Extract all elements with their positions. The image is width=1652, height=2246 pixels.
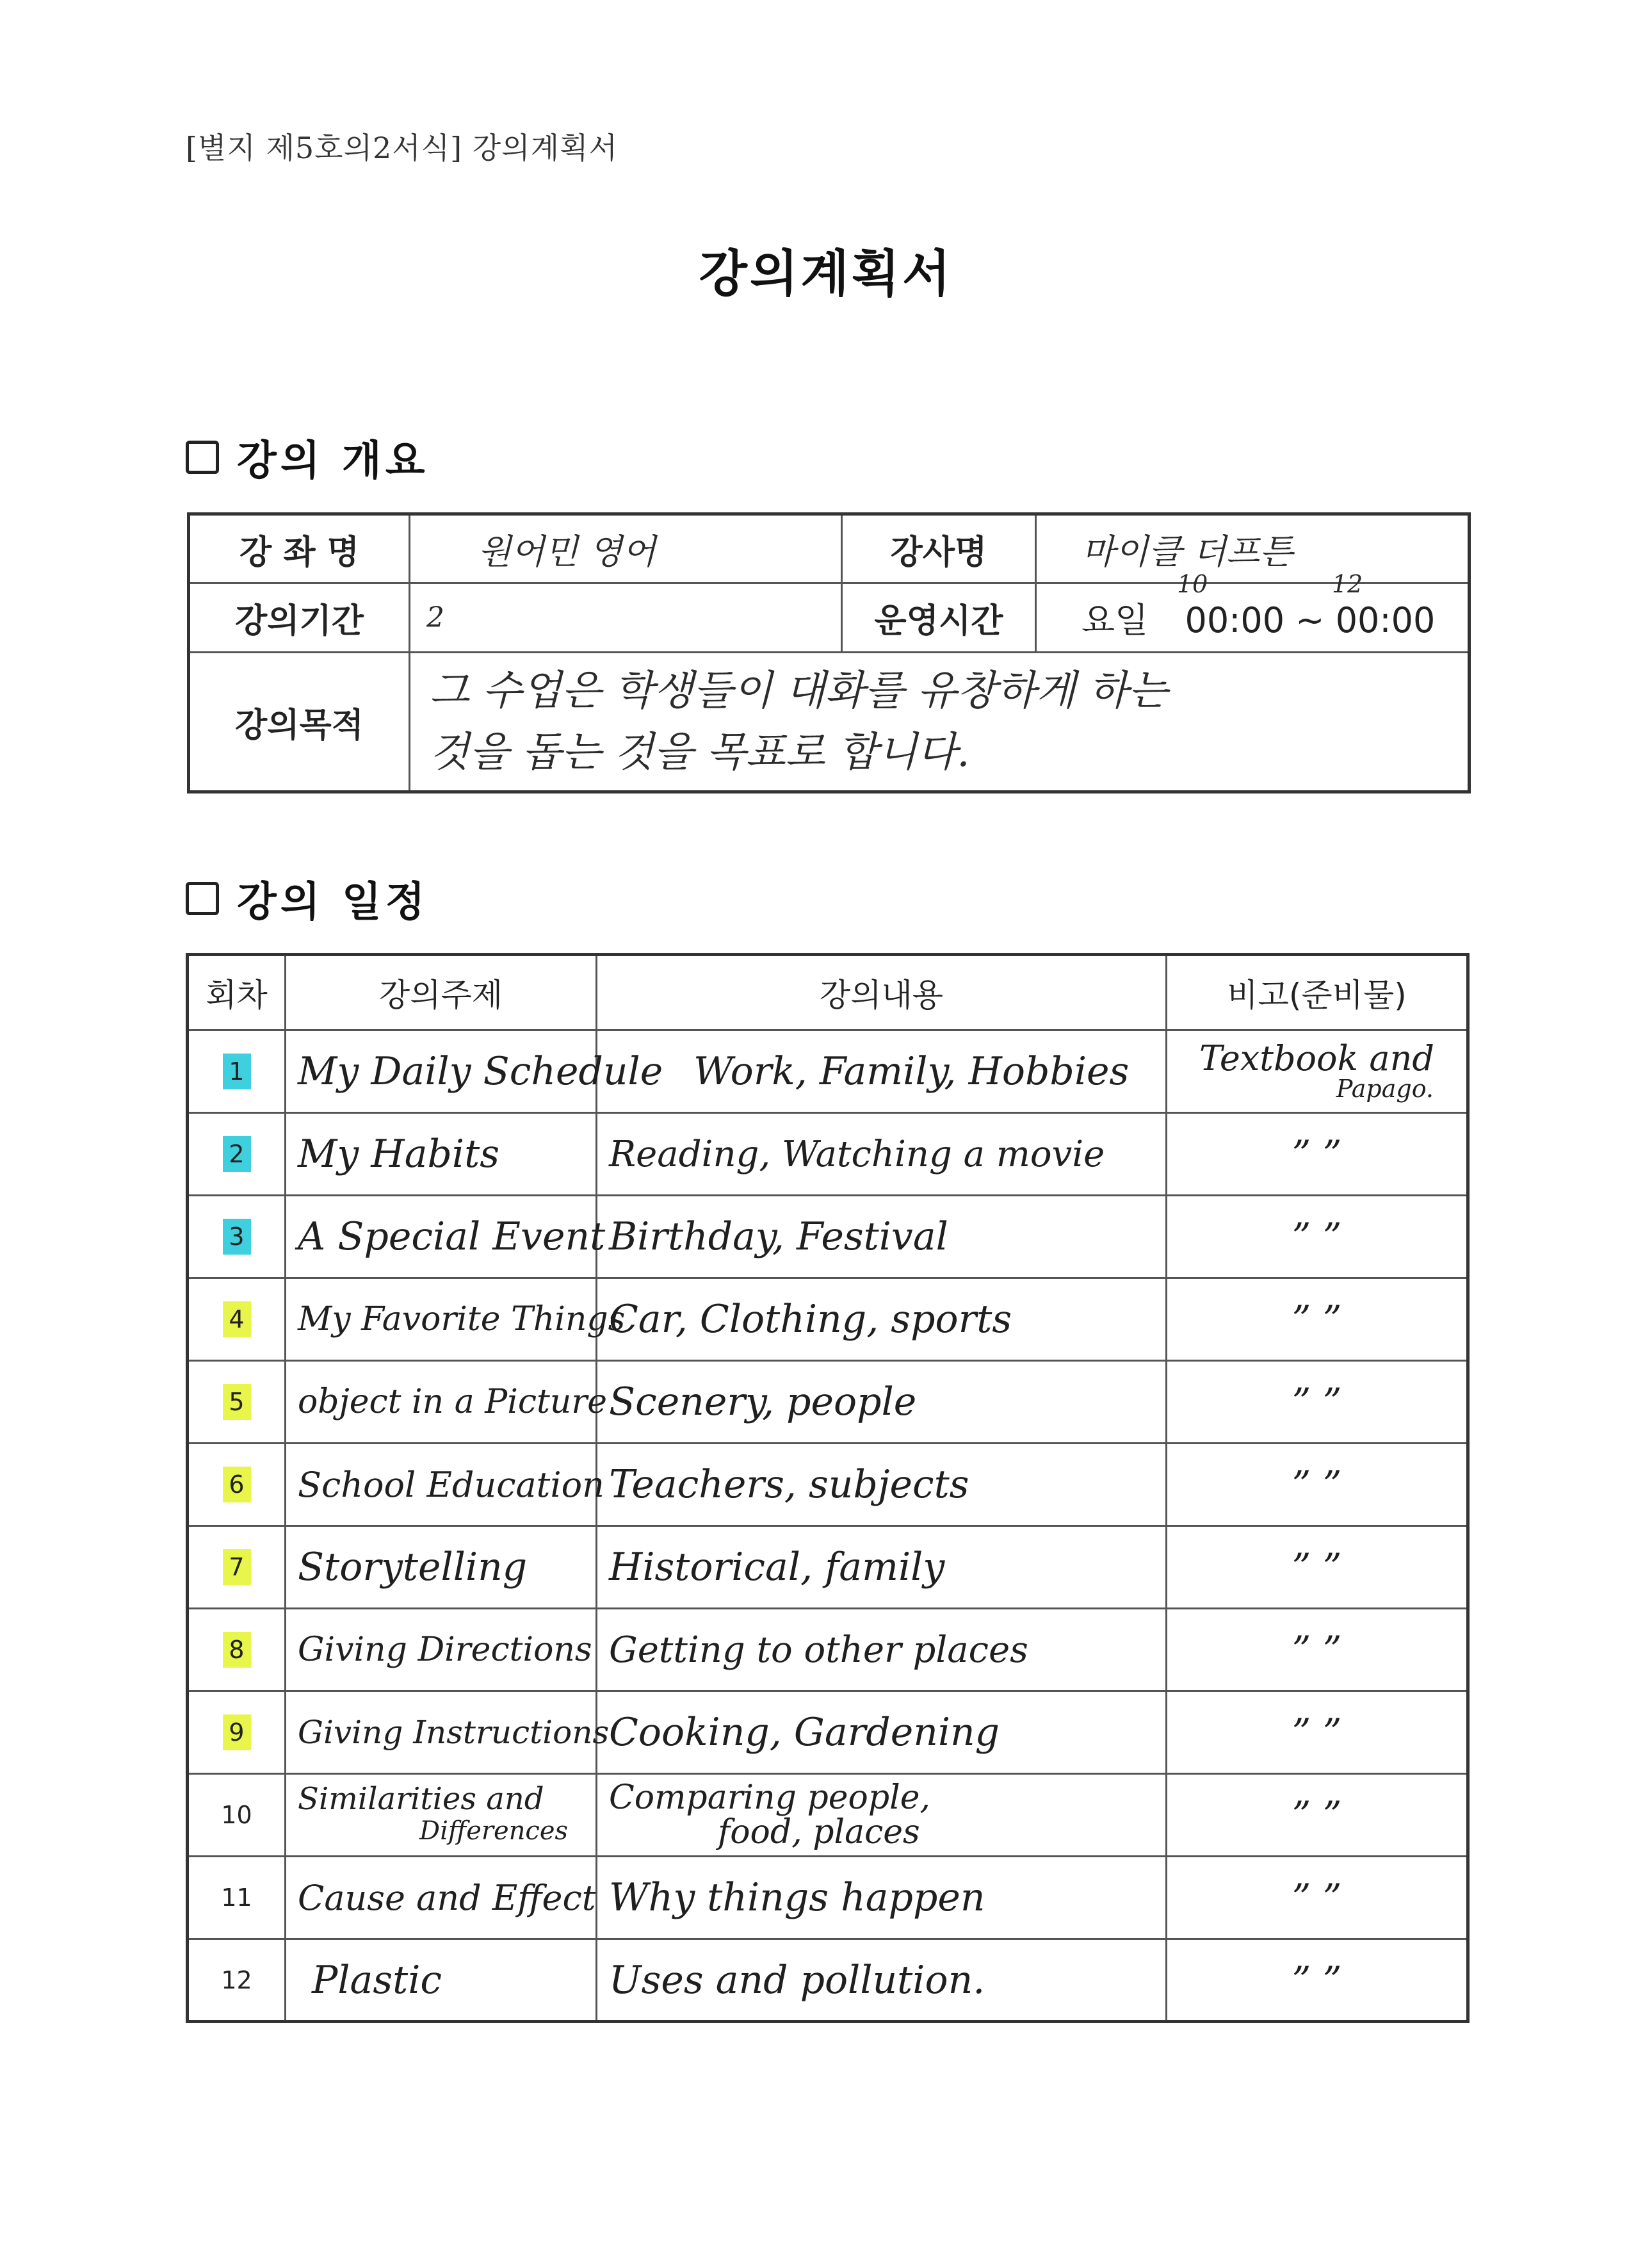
topic-cell: Giving Instructions	[286, 1691, 597, 1774]
topic-cell: My Habits	[286, 1113, 597, 1196]
session-number: 10	[188, 1774, 286, 1857]
content-cell	[597, 1774, 1167, 1857]
topic-cell: Storytelling	[286, 1526, 597, 1609]
content-cell: Scenery, people	[597, 1361, 1167, 1444]
content-line-2: food, places	[718, 1813, 920, 1851]
table-row	[188, 1609, 1468, 1691]
topic-cell: Cause and Effect	[286, 1857, 597, 1939]
note-cell: ” ”	[1167, 1609, 1468, 1691]
content-cell: Teachers, subjects	[597, 1444, 1167, 1526]
col-topic-header: 강의주제	[286, 955, 597, 1030]
instructor-value: 마이클 더프튼	[1036, 514, 1470, 583]
content-cell: Reading, Watching a movie	[597, 1113, 1167, 1196]
note-cell: ” ”	[1167, 1774, 1468, 1857]
session-number: 4	[188, 1278, 286, 1361]
note-cell: ” ”	[1167, 1113, 1468, 1196]
topic-cell: My Daily Schedule	[286, 1030, 597, 1113]
topic-cell: Giving Directions	[286, 1609, 597, 1691]
note-cell: ” ”	[1167, 1526, 1468, 1609]
period-value: 2	[410, 583, 842, 653]
hours-value: 00:00 ~ 00:00	[1185, 600, 1436, 640]
goal-value	[410, 653, 1470, 792]
session-number: 5	[188, 1361, 286, 1444]
form-reference: [별지 제5호의2서식] 강의계획서	[186, 131, 618, 165]
table-row	[188, 1526, 1468, 1609]
session-number: 7	[188, 1526, 286, 1609]
note-cell: ” ”	[1167, 1857, 1468, 1939]
checkbox-icon	[186, 441, 219, 474]
topic-line-2: Differences	[419, 1816, 569, 1846]
session-number: 9	[188, 1691, 286, 1774]
hours-end-note: 12	[1332, 570, 1363, 598]
note-cell: ” ”	[1167, 1444, 1468, 1526]
content-cell: Getting to other places	[597, 1609, 1167, 1691]
goal-line-1: 그 수업은 학생들이 대화를 유창하게 하는	[430, 667, 1168, 715]
schedule-section-label: 강의 일정	[237, 879, 429, 926]
content-cell: Car, Clothing, sports	[597, 1278, 1167, 1361]
hours-prefix: 요일	[1081, 600, 1149, 640]
content-cell: Birthday, Festival	[597, 1196, 1167, 1278]
table-row	[188, 1774, 1468, 1857]
session-number: 12	[188, 1939, 286, 2022]
schedule-section-heading	[186, 869, 429, 928]
course-name-label: 강 좌 명	[189, 514, 410, 583]
table-row	[188, 1196, 1468, 1278]
topic-cell: School Education	[286, 1444, 597, 1526]
note-cell: ” ”	[1167, 1691, 1468, 1774]
session-number: 2	[188, 1113, 286, 1196]
instructor-label: 강사명	[842, 514, 1036, 583]
schedule-table	[186, 953, 1470, 2023]
session-number: 11	[188, 1857, 286, 1939]
topic-cell: A Special Event	[286, 1196, 597, 1278]
checkbox-icon	[186, 882, 219, 915]
course-name-value: 원어민 영어	[410, 514, 842, 583]
table-row	[188, 1113, 1468, 1196]
goal-label: 강의목적	[189, 653, 410, 792]
table-row	[188, 1030, 1468, 1113]
content-cell: Work, Family, Hobbies	[597, 1030, 1167, 1113]
table-row	[188, 1361, 1468, 1444]
content-cell: Cooking, Gardening	[597, 1691, 1167, 1774]
hours-cell	[1036, 583, 1470, 653]
col-session-header: 회차	[188, 955, 286, 1030]
col-note-header: 비고(준비물)	[1167, 955, 1468, 1030]
hours-label: 운영시간	[842, 583, 1036, 653]
table-row	[188, 1857, 1468, 1939]
session-number: 6	[188, 1444, 286, 1526]
note-cell: ” ”	[1167, 1278, 1468, 1361]
note-cell: ” ”	[1167, 1361, 1468, 1444]
note-line-2: Papago.	[1336, 1075, 1434, 1103]
overview-row-course	[189, 514, 1470, 583]
content-line-1: Comparing people,	[609, 1778, 931, 1817]
overview-section-label: 강의 개요	[237, 437, 429, 485]
topic-cell	[286, 1774, 597, 1857]
overview-row-period	[189, 583, 1470, 653]
note-cell: ” ”	[1167, 1939, 1468, 2022]
table-row	[188, 1691, 1468, 1774]
table-row	[188, 1278, 1468, 1361]
overview-row-goal	[189, 653, 1470, 792]
topic-cell: object in a Picture	[286, 1361, 597, 1444]
hours-start-note: 10	[1177, 570, 1208, 598]
note-cell	[1167, 1030, 1468, 1113]
overview-section-heading	[186, 428, 429, 487]
topic-cell: My Favorite Things	[286, 1278, 597, 1361]
content-cell: Uses and pollution.	[597, 1939, 1167, 2022]
table-row	[188, 1939, 1468, 2022]
period-label: 강의기간	[189, 583, 410, 653]
session-number: 3	[188, 1196, 286, 1278]
content-cell: Why things happen	[597, 1857, 1167, 1939]
document-title: 강의계획서	[699, 245, 953, 303]
overview-table	[187, 512, 1471, 793]
topic-line-1: Similarities and	[298, 1781, 544, 1817]
schedule-header-row	[188, 955, 1468, 1030]
goal-line-2: 것을 돕는 것을 목표로 합니다.	[430, 729, 970, 776]
session-number: 8	[188, 1609, 286, 1691]
col-content-header: 강의내용	[597, 955, 1167, 1030]
note-cell: ” ”	[1167, 1196, 1468, 1278]
table-row	[188, 1444, 1468, 1526]
session-number: 1	[188, 1030, 286, 1113]
topic-cell: Plastic	[286, 1939, 597, 2022]
note-line-1: Textbook and	[1199, 1038, 1434, 1078]
content-cell: Historical, family	[597, 1526, 1167, 1609]
